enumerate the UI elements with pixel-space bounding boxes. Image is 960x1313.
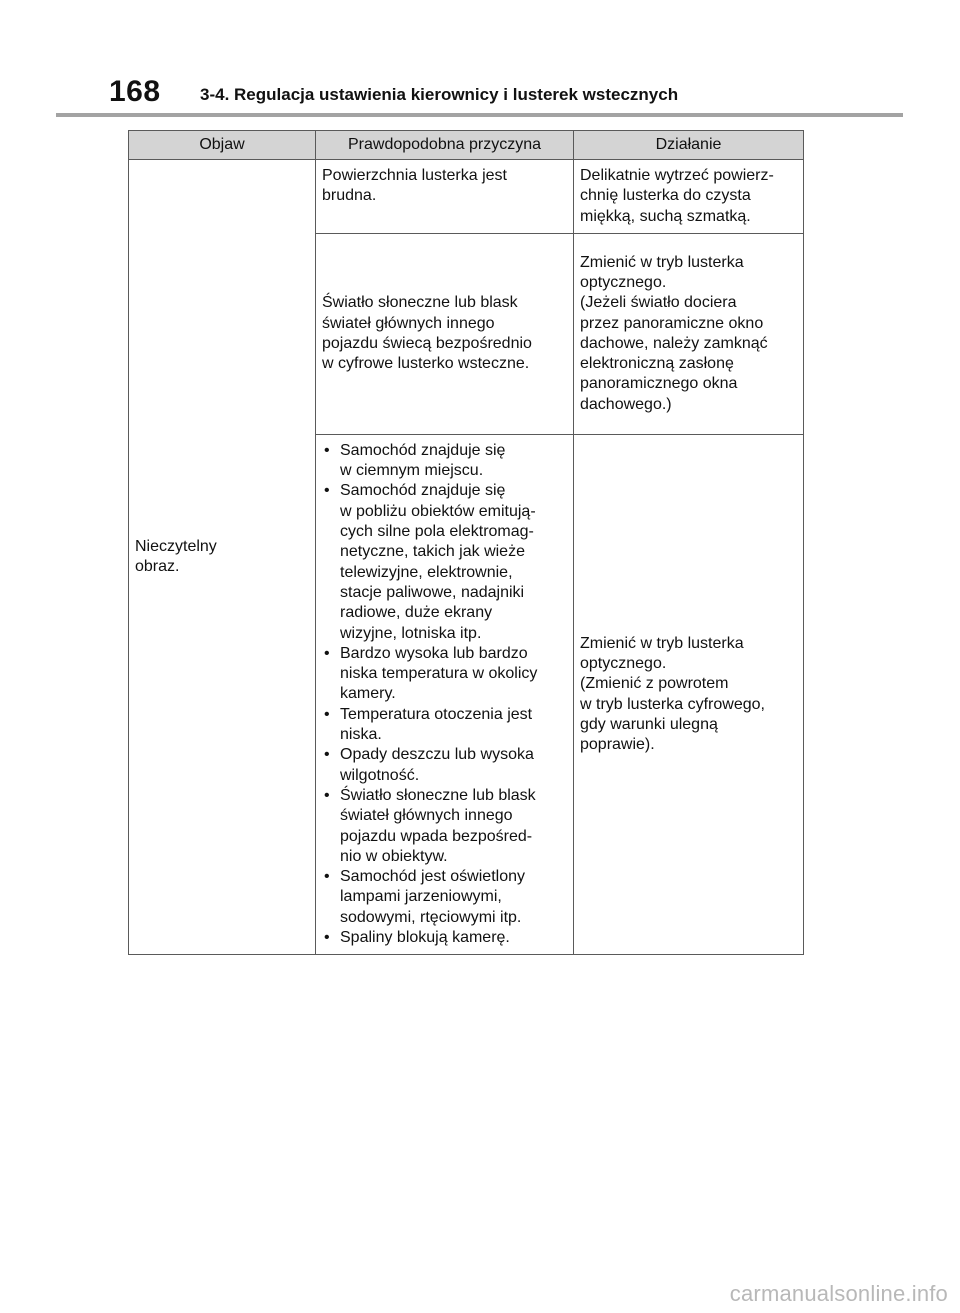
cause-cell: Powierzchnia lusterka jest brudna.	[316, 160, 574, 234]
cause-list-item: • Samochód jest oświetlony lampami jarzeniowymi, sodowymi, rtęciowymi itp.	[322, 867, 567, 928]
header-divider	[56, 113, 903, 117]
cause-cell: Światło słoneczne lub blask świateł głównych innego pojazdu świecą bezpośrednio w cyfrowe lusterko wsteczne.	[316, 233, 574, 434]
column-header-cause: Prawdopodobna przyczyna	[316, 131, 574, 160]
cause-list-item: • Opady deszczu lub wysoka wilgotność.	[322, 745, 567, 786]
symptom-cell: Nieczytelny obraz.	[129, 160, 316, 955]
table-header-row	[129, 131, 804, 160]
troubleshooting-table	[128, 130, 804, 955]
action-cell: Delikatnie wytrzeć powierz- chnię lusterka do czysta miękką, suchą szmatką.	[574, 160, 804, 234]
page-header	[0, 0, 960, 120]
cause-list-item: • Samochód znajduje się w ciemnym miejscu.	[322, 441, 567, 482]
action-cell: Zmienić w tryb lusterka optycznego. (Jeżeli światło dociera przez panoramiczne okno dachowe, należy zamknąć elektroniczną zasłonę panoramicznego okna dachowego.)	[574, 233, 804, 434]
action-cell: Zmienić w tryb lusterka optycznego. (Zmienić z powrotem w tryb lusterka cyfrowego, gdy warunki ulegną poprawie).	[574, 434, 804, 954]
cause-list-item: • Światło słoneczne lub blask świateł głównych innego pojazdu wpada bezpośred- nio w obiektyw.	[322, 786, 567, 867]
cause-list-item: • Temperatura otoczenia jest niska.	[322, 705, 567, 746]
cause-list-item: • Spaliny blokują kamerę.	[322, 928, 567, 948]
column-header-action: Działanie	[574, 131, 804, 160]
table-row	[129, 160, 804, 234]
cause-list-item: • Samochód znajduje się w pobliżu obiektów emitują- cych silne pola elektromag- netyczne, takich jak wieże telewizyjne, elektrownie, stacje paliwowe, nadajniki radiowe, duże ekrany wizyjne, lotniska itp.	[322, 481, 567, 643]
page-number: 168	[109, 75, 161, 108]
column-header-symptom: Objaw	[129, 131, 316, 160]
watermark-text: carmanualsonline.info	[729, 1281, 948, 1306]
cause-cell	[316, 434, 574, 954]
section-title: 3-4. Regulacja ustawienia kierownicy i lusterek wstecznych	[200, 85, 679, 104]
cause-list	[322, 441, 567, 948]
cause-list-item: • Bardzo wysoka lub bardzo niska temperatura w okolicy kamery.	[322, 644, 567, 705]
